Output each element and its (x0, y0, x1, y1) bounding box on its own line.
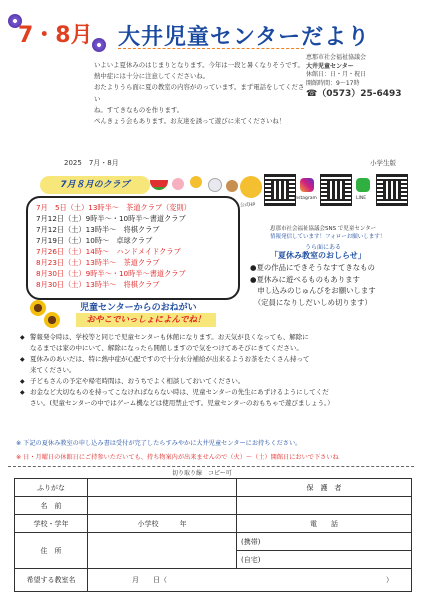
issue-date: 2025 7月・8月 (64, 159, 119, 167)
note-submit: ※ 下記の夏休み教室の申し込み書は受付が完了したらすみやかに大井児童センターにお持ちください。 (16, 440, 302, 447)
request-list (20, 332, 416, 409)
newsletter-title: 大井児童センターだより (118, 25, 371, 50)
intro-line: いよいよ夏休みのはじまりとなります。今年は一段と暑くなりそうです。 (94, 61, 304, 69)
center-info (306, 54, 418, 99)
request-item-cont: なるまでは家の中にいて、解除になったら開館しますので気をつけてあそびにきてください。 (30, 344, 303, 352)
title-underline (118, 48, 304, 49)
homepage-label: 公式HP (240, 203, 256, 208)
club-row: 8月30日（土）9時半～・10時半～書道クラブ (36, 269, 186, 278)
notice-line: （定員になりしだいしめ切ります） (250, 297, 372, 307)
phone-number: ☎（0573）25-6493 (306, 89, 402, 99)
club-row: 7月19日（土）10時～ 卓球クラブ (36, 236, 153, 245)
mobile-phone-field[interactable] (237, 533, 412, 551)
school-field[interactable] (88, 515, 237, 533)
rabbit-icon (208, 178, 222, 192)
address-field[interactable] (88, 533, 237, 569)
mobile-label: (携帯) (241, 537, 261, 546)
request-item: ◆ 子どもさんの予定や帰宅時間は、おうちでよく相談しておいてください。 (20, 376, 416, 387)
intro-line: おたよりうら面に夏の教室の内容がのっています。まず電話をしてください (94, 83, 305, 103)
sns-line: 情報発信しています！フォローお願いします！ (270, 234, 386, 240)
club-row: 7月26日（土）14時～ ハンドメイドクラブ (36, 247, 181, 256)
class-field-close: ） (386, 576, 393, 584)
instagram-qr-code[interactable] (320, 174, 352, 206)
club-row: 7月12日（土）13時半～ 将棋クラブ (36, 225, 160, 234)
class-field-text: 月 日（ (132, 576, 167, 584)
club-schedule-title: 7月８月のクラブ (40, 176, 150, 194)
notice-line: ●夏の作品にできそうなすてきなもの (250, 263, 375, 272)
club-schedule (26, 196, 240, 300)
home-phone-field[interactable] (237, 551, 412, 569)
sns-line: 恵那市社会福祉協議会SNS で児童センター (270, 226, 377, 232)
notice-body (250, 262, 414, 308)
cut-line (8, 466, 414, 467)
notice-subtitle: うら面にある (305, 244, 342, 251)
furigana-label: ふりがな (15, 479, 88, 497)
guardian-label: 保 護 者 (237, 479, 412, 497)
icecream-icon (172, 178, 184, 190)
club-row: 7月 5日（土）13時半～ 茶道クラブ（変則） (36, 203, 191, 212)
line-label: LINE (356, 196, 367, 201)
intro-line: 熱中症には十分に注意してくださいね。 (94, 72, 210, 81)
open-hours: 開館時間：9～17時 (306, 79, 360, 87)
note-closed-days: ※ 日・月曜日の休館日にご持参いただいても、持ち物案内が出来ませんので（火）～（土）開館日においで下さいね (16, 454, 339, 461)
request-item: ◆ 警報発令時は、学校等と同じで児童センターも休館になります。お天気が良くなっても、解除に (20, 332, 416, 343)
cut-line-label: 切り取り線 コピー可 (168, 468, 236, 477)
line-qr-code[interactable] (376, 174, 408, 206)
intro-line: ぺんきょう会もあります。お友達を誘って遊びに来てくださいね！ (94, 117, 286, 126)
furigana-field[interactable] (88, 479, 237, 497)
school-label: 学校・学年 (15, 515, 88, 533)
phone-label: 電 話 (237, 515, 412, 533)
request-item-cont: 来てください。 (30, 366, 76, 374)
edition-label: 小学生版 (370, 159, 396, 167)
request-subtitle: おやこでいっしょによんでね！ (76, 313, 216, 327)
morning-glory-icon (92, 38, 106, 52)
homepage-qr-code[interactable] (264, 174, 296, 206)
closed-days: 休館日：日・月・祝日 (306, 71, 367, 78)
class-field[interactable] (88, 569, 412, 592)
club-row: 8月30日（土）13時半～ 将棋クラブ (36, 280, 160, 289)
watermelon-icon (150, 180, 168, 190)
address-label: 住 所 (15, 533, 88, 569)
sunflower-icon (44, 312, 60, 328)
name-label: 名 前 (15, 497, 88, 515)
request-item: ◆ 夏休みのあいだは、特に熱中症が心配ですので十分水分補給が出来るようお茶をたくさん持って (20, 354, 416, 365)
intro-line: ね。すてきなものを作ります。 (94, 105, 184, 114)
sunflower-icon (30, 300, 46, 316)
guardian-field[interactable] (237, 497, 412, 515)
application-form (14, 478, 412, 592)
class-label: 希望する教室名 (15, 569, 88, 592)
org-name: 恵那市社会福祉協議会 (306, 54, 367, 61)
sns-description (270, 225, 385, 241)
club-row: 7月12日（土）9時半～・10時半～書道クラブ (36, 214, 186, 223)
instagram-icon (300, 178, 314, 192)
center-name: 大井児童センター (306, 62, 354, 70)
intro-text (94, 60, 310, 127)
school-field-text: 小学校 年 (137, 519, 187, 528)
request-item: ◆ お金など大切なものを持ってこなければならない時は、児童センターの先生にあずけるようにしてくだ (20, 387, 416, 398)
bear-mascot-icon (240, 176, 262, 198)
name-field[interactable] (88, 497, 237, 515)
notice-line: ●夏休みに遊べるものもあります (250, 274, 360, 284)
sun-face-icon (190, 176, 202, 188)
request-item-cont: さい。(児童センターの中ではゲーム機などは使用禁止です。児童センターのおもちゃで遊びましょう。） (30, 399, 334, 407)
notice-line: 申し込みのじゅんびをお願いします (250, 286, 376, 295)
line-icon (356, 178, 370, 192)
club-row: 8月23日（土）13時半～ 茶道クラブ (36, 258, 160, 267)
issue-month: 7・8月 (18, 23, 93, 48)
instagram-label: Instagram (294, 196, 317, 201)
request-title: 児童センターからのおねがい (80, 303, 197, 313)
notice-title: 「夏休み教室のおしらせ」 (270, 251, 366, 260)
home-label: (自宅) (241, 555, 261, 564)
